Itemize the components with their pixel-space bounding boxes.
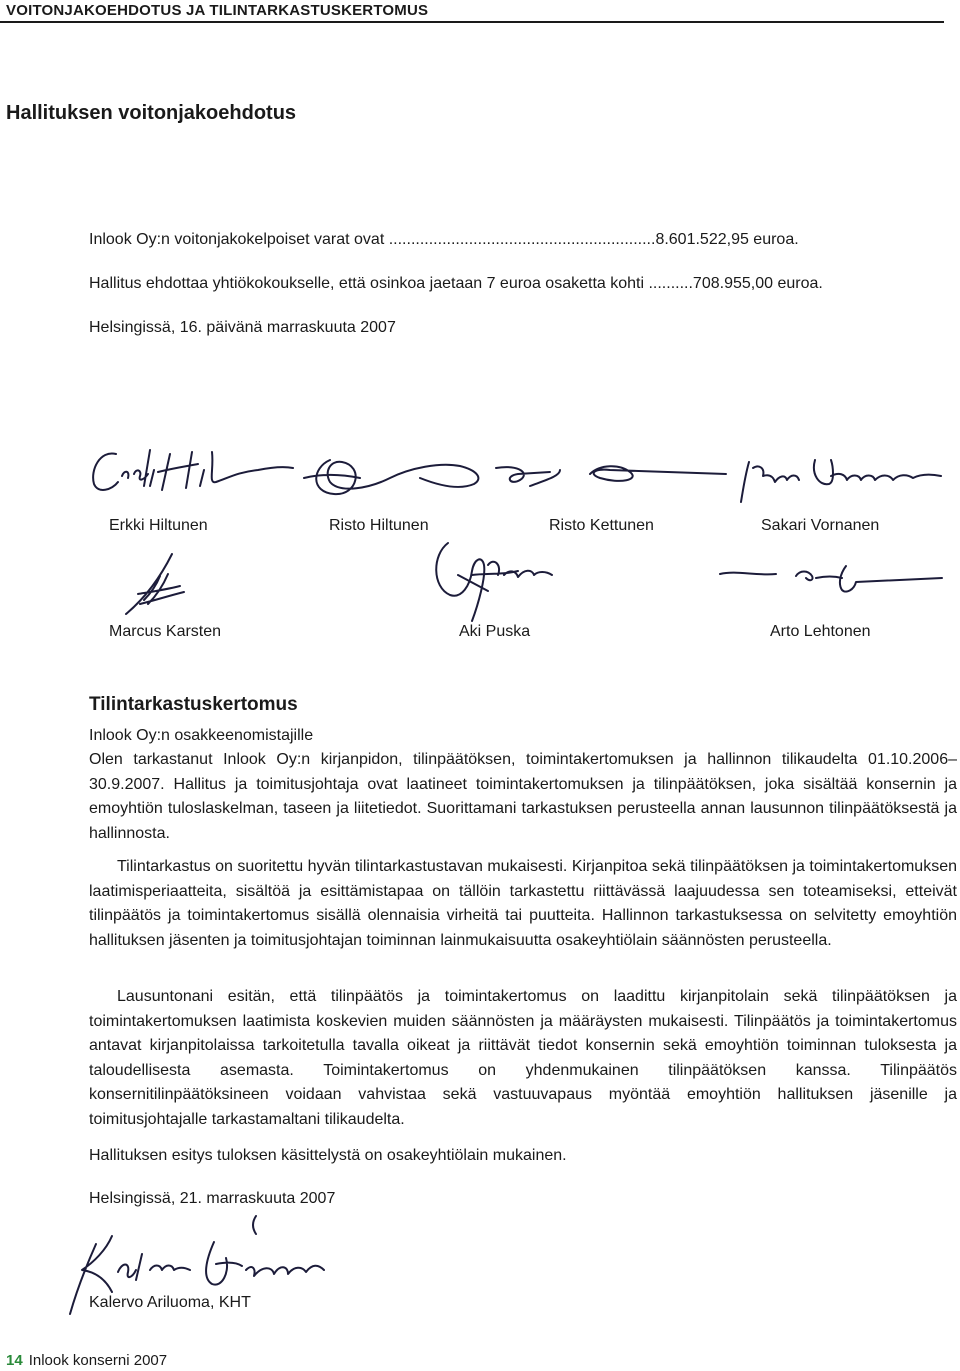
proposal-title: Hallituksen voitonjakoehdotus xyxy=(6,102,297,124)
audit-place-date: Helsingissä, 21. marraskuuta 2007 xyxy=(89,1190,336,1207)
dividend-proposal-line: Hallitus ehdottaa yhtiökokoukselle, että osinkoa jaetaan 7 euroa osaketta kohti ..........708.955,00 euroa. xyxy=(89,275,823,292)
page-footer xyxy=(6,1352,167,1369)
signature-sakari-vornanen xyxy=(735,446,945,506)
signature-risto-kettunen xyxy=(490,454,730,499)
signatory-name: Erkki Hiltunen xyxy=(109,517,208,534)
audit-report-title: Tilintarkastuskertomus xyxy=(89,694,298,715)
signature-erkki-hiltunen xyxy=(88,440,298,500)
signatory-name: Risto Kettunen xyxy=(549,517,654,534)
signatory-name: Aki Puska xyxy=(459,623,531,640)
signatory-name: Arto Lehtonen xyxy=(770,623,871,640)
audit-paragraph-1: Olen tarkastanut Inlook Oy:n kirjanpidon, tilinpäätöksen, toimintakertomuksen ja hallinnon tilikaudelta 01.10.2006–30.9.2007. Hallitus ja toimitusjohtaja ovat laatineet toimintakertomuksen ja tilinpäätöksen, joka sisältää konsernin ja emoyhtiön tuloslaskelman, taseen ja liitetiedot. Suorittamani tarkastuksen perusteella annan lausunnon tilinpäätöksestä ja hallinnosta. xyxy=(89,751,957,842)
signature-risto-hiltunen xyxy=(300,448,490,503)
signatory-name: Risto Hiltunen xyxy=(329,517,429,534)
signature-marcus-karsten xyxy=(120,550,200,620)
audit-paragraph-3: Lausuntonani esitän, että tilinpäätös ja toimintakertomus on laadittu kirjanpitolain sekä tilinpäätöksen ja toimintakertomuksen laatimista koskevien muiden säännösten ja määräysten mukaisesti. Tilinpäätös ja toimintakertomus antavat kirjanpitolaissa tarkoitetulla tavalla oikeat ja riittävät tiedot konsernin sekä emoyhtiön toiminnan tuloksesta ja taloudellisesta asemasta. Toimintakertomus on yhdenmukainen tilinpäätöksen kanssa. Tilinpäätös konsernitilinpäätöksineen voidaan vahvistaa sekä vastuuvapaus myöntää emoyhtiön hallituksen jäsenille ja toimitusjohtajalle tarkastamaltani tilikaudelta. xyxy=(89,988,957,1128)
running-header: VOITONJAKOEHDOTUS JA TILINTARKASTUSKERTOMUS xyxy=(6,2,429,19)
page-number: 14 xyxy=(6,1352,23,1369)
audit-recipient: Inlook Oy:n osakkeenomistajille xyxy=(89,727,314,744)
proposal-place-date: Helsingissä, 16. päivänä marraskuuta 2007 xyxy=(89,319,396,336)
distributable-funds-line: Inlook Oy:n voitonjakokelpoiset varat ovat ............................................................8.601.522,95 euroa. xyxy=(89,231,799,248)
signature-aki-puska xyxy=(428,535,558,625)
auditor-name: Kalervo Ariluoma, KHT xyxy=(89,1294,251,1311)
publication-name: Inlook konserni 2007 xyxy=(28,1352,168,1369)
signatory-name: Marcus Karsten xyxy=(109,623,222,640)
audit-paragraph-4: Hallituksen esitys tuloksen käsittelystä on osakeyhtiölain mukainen. xyxy=(89,1147,567,1164)
header-rule xyxy=(0,21,944,23)
signatory-name: Sakari Vornanen xyxy=(761,517,880,534)
signature-arto-lehtonen xyxy=(716,560,946,600)
audit-paragraph-2: Tilintarkastus on suoritettu hyvän tilintarkastustavan mukaisesti. Kirjanpitoa sekä tilinpäätöksen ja toimintakertomuksen laatimisperiaatteita, sisältöä ja esittämistapaa on tällöin tarkastettu riittävässä laajuudessa sen toteamiseksi, etteivät tilinpäätös ja toimintakertomus sisällä olennaisia virheitä tai puutteita. Hallinnon tarkastuksessa on selvitetty emoyhtiön hallituksen jäsenten ja toimitusjohtajan toiminnan lainmukaisuutta osakeyhtiölain säännösten perusteella. xyxy=(89,858,957,949)
